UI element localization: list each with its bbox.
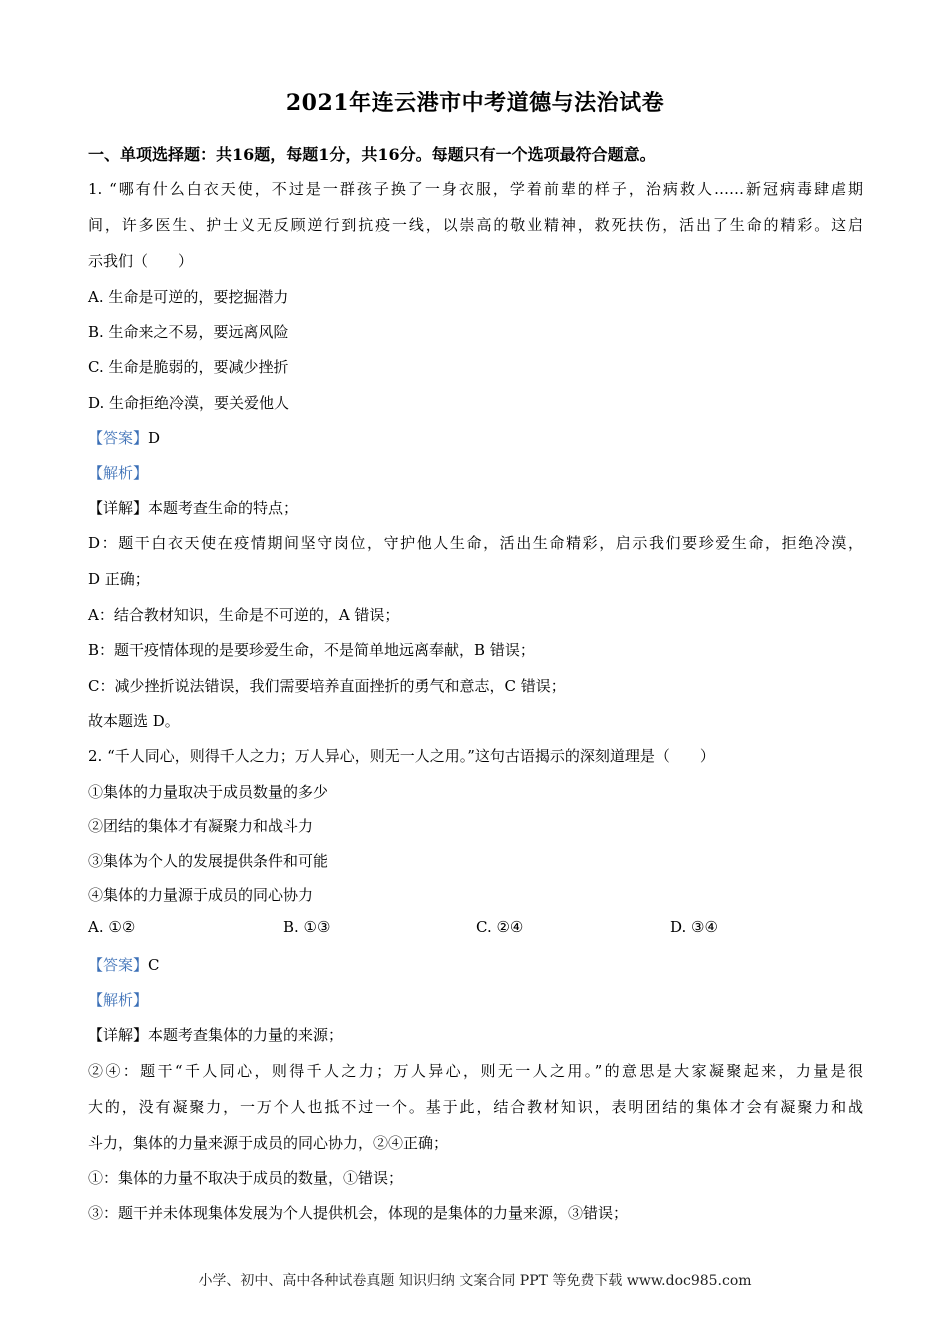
page-footer: 小学、初中、高中各种试卷真题 知识归纳 文案合同 PPT 等免费下载 www.doc985.com xyxy=(198,1273,752,1289)
q2-answer xyxy=(88,954,863,975)
q1-option-a: A. 生命是可逆的，要挖掘潜力 xyxy=(88,288,289,306)
q2-option-a: A. ①② xyxy=(88,918,136,936)
q2-stem: 2. “千人同心，则得千人之力；万人异心，则无一人之用。”这句古语揭示的深刻道理是（ ） xyxy=(88,747,715,765)
q1-detail-line: 故本题选 D。 xyxy=(88,712,180,730)
q1-detail-line: D：题干白衣天使在疫情期间坚守岗位，守护他人生命，活出生命精彩，启示我们要珍爱生命，拒绝冷漠， xyxy=(88,534,863,552)
q1-detail-line: 【详解】本题考查生命的特点； xyxy=(88,499,299,517)
q1-answer xyxy=(88,427,863,448)
section-heading: 一、单项选择题：共16题，每题1分，共16分。每题只有一个选项最符合题意。 xyxy=(88,145,656,164)
q1-option-c: C. 生命是脆弱的，要减少挫折 xyxy=(88,358,289,376)
answer-tag: 【答案】 xyxy=(88,956,149,974)
q1-stem-line: 间，许多医生、护士义无反顾逆行到抗疫一线，以崇高的敬业精神，救死扶伤，活出了生命的精彩。这启 xyxy=(88,216,863,234)
q2-option-d: D. ③④ xyxy=(670,918,718,936)
answer-value: C xyxy=(148,956,160,974)
q2-detail-line: 【详解】本题考查集体的力量的来源； xyxy=(88,1026,344,1044)
answer-value: D xyxy=(148,429,161,447)
q1-detail-line: D 正确； xyxy=(88,570,150,588)
q2-statement: ④集体的力量源于成员的同心协力 xyxy=(88,886,314,904)
q2-detail-line: 大的，没有凝聚力，一万个人也抵不过一个。基于此，结合教材知识，表明团结的集体才会有凝聚力和战 xyxy=(88,1098,863,1116)
q1-stem-line: 示我们（ ） xyxy=(88,252,194,270)
q1-option-d: D. 生命拒绝冷漠，要关爱他人 xyxy=(88,394,290,412)
q2-detail-line: ③：题干并未体现集体发展为个人提供机会，体现的是集体的力量来源，③错误； xyxy=(88,1204,629,1222)
q2-option-c: C. ②④ xyxy=(476,918,524,936)
q1-option-b: B. 生命来之不易，要远离风险 xyxy=(88,323,289,341)
q2-detail-line: ②④：题干“千人同心，则得千人之力；万人异心，则无一人之用。”的意思是大家凝聚起来，力量是很 xyxy=(88,1062,863,1080)
q2-statement: ②团结的集体才有凝聚力和战斗力 xyxy=(88,817,314,835)
q2-statement: ③集体为个人的发展提供条件和可能 xyxy=(88,852,329,870)
page-title: 2021年连云港市中考道德与法治试卷 xyxy=(285,90,665,116)
q1-analysis-tag: 【解析】 xyxy=(88,464,149,482)
answer-tag: 【答案】 xyxy=(88,429,149,447)
q2-statement: ①集体的力量取决于成员数量的多少 xyxy=(88,783,329,801)
q2-analysis-tag: 【解析】 xyxy=(88,991,149,1009)
q2-options-row xyxy=(88,918,863,940)
q1-stem-line: 1. “哪有什么白衣天使，不过是一群孩子换了一身衣服，学着前辈的样子，治病救人……新冠病毒肆虐期 xyxy=(88,180,863,198)
q2-detail-line: 斗力，集体的力量来源于成员的同心协力，②④正确； xyxy=(88,1134,449,1152)
q2-detail-line: ①：集体的力量不取决于成员的数量，①错误； xyxy=(88,1169,404,1187)
q1-detail-line: C：减少挫折说法错误，我们需要培养直面挫折的勇气和意志，C 错误； xyxy=(88,677,566,695)
q1-detail-line: A：结合教材知识，生命是不可逆的，A 错误； xyxy=(88,606,400,624)
q1-detail-line: B：题干疫情体现的是要珍爱生命，不是简单地远离奉献，B 错误； xyxy=(88,641,535,659)
q2-option-b: B. ①③ xyxy=(283,918,331,936)
